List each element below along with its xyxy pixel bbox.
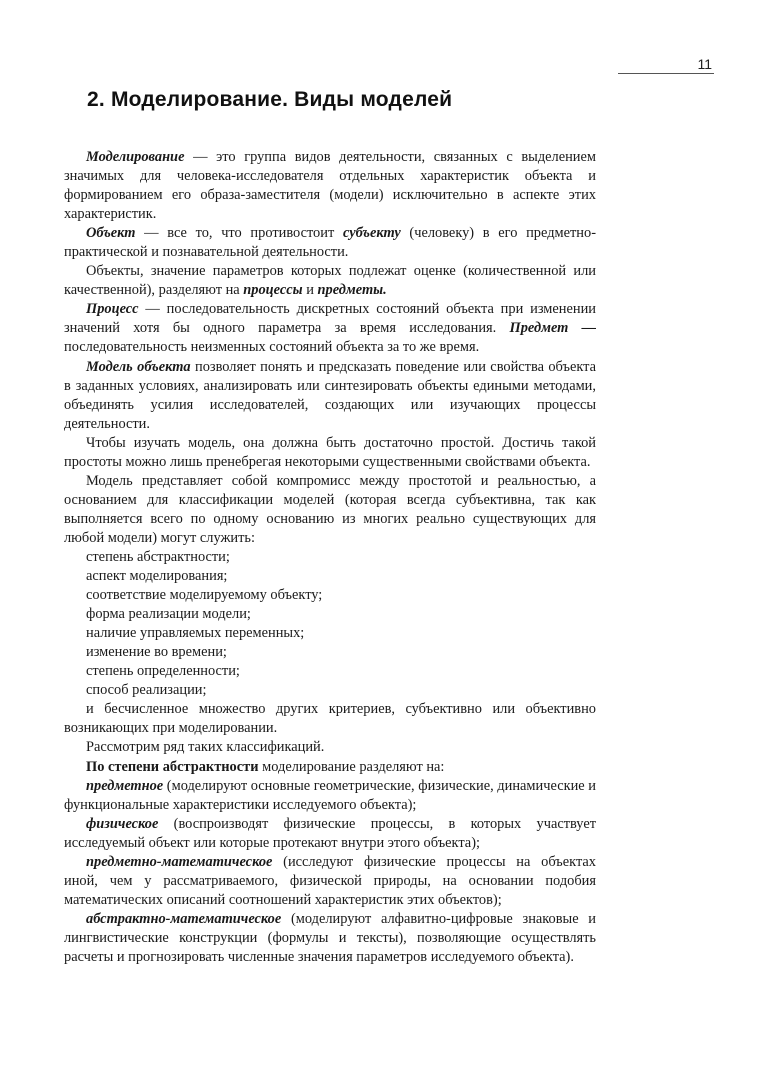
paragraph-object-definition: Объект — все то, что противостоит субъекту (человеку) в его предметно-практической и познавательной деятельности. xyxy=(64,225,596,261)
paragraph-consider: Рассмотрим ряд таких классификаций. xyxy=(86,739,325,756)
paragraph-subject-modeling: предметное (моделируют основные геометрические, физические, динамические и функциональные характеристики исследуемого объекта); xyxy=(64,777,596,813)
paragraph-abstract-math-modeling: абстрактно-математическое (моделируют алфавитно-цифровые знаковые и лингвистические конструкции (формулы и тексты), позволяющие осуществлять расчеты и прогнозировать численные значения параметров исследуемого объекта). xyxy=(64,910,596,965)
term: Моделирование xyxy=(86,149,185,165)
classification-criteria-list xyxy=(64,548,596,700)
list-item: наличие управляемых переменных; xyxy=(86,625,305,642)
chapter-title: 2. Моделирование. Виды моделей xyxy=(87,88,453,111)
paragraph-object-model: Модель объекта позволяет понять и предсказать поведение или свойства объекта в заданных условиях, анализировать или синтезировать объекты едиными методами, объединять усилия исследователей, создающих или изучающих процессы деятельности. xyxy=(64,358,596,432)
paragraph-process-definition: Процесс — последовательность дискретных состояний объекта при изменении значений хотя бы одного параметра за время исследования. Предмет — последовательность неизменных состояний объекта за то же время. xyxy=(64,301,596,356)
list-item: соответствие моделируемому объекту; xyxy=(86,587,323,604)
term: предметное xyxy=(86,777,164,794)
term: предметы. xyxy=(317,282,387,299)
body-text xyxy=(64,148,596,967)
paragraph-subject-math-modeling: предметно-математическое (исследуют физические процессы на объектах иной, чем у рассматриваемого, физической природы, на основании подобия математических описаний соотношений характеристик этих объектов); xyxy=(64,853,596,908)
paragraph-physical-modeling: физическое (воспроизводят физические процессы, в которых участвует исследуемый объект или которые протекают внутри этого объекта); xyxy=(64,815,596,851)
paragraph-other-criteria: и бесчисленное множество других критериев, субъективно или объективно возникающих при моделировании. xyxy=(64,701,596,737)
list-item: изменение во времени; xyxy=(86,644,227,661)
list-item: способ реализации; xyxy=(86,682,207,699)
header-rule xyxy=(618,73,714,74)
paragraph-simplicity: Чтобы изучать модель, она должна быть достаточно простой. Достичь такой простоты можно лишь пренебрегая некоторыми существенными свойствами объекта. xyxy=(64,434,596,470)
list-item: аспект моделирования; xyxy=(86,568,228,585)
list-item: форма реализации модели; xyxy=(86,606,251,623)
term: физическое xyxy=(86,815,159,832)
term: Предмет — xyxy=(509,320,596,337)
paragraph-abstraction-degree: По степени абстрактности моделирование разделяют на: xyxy=(86,758,445,775)
term: процессы xyxy=(243,282,303,299)
term: субъекту xyxy=(342,225,401,242)
paragraph-modeling-definition: Моделирование — это группа видов деятельности, связанных с выделением значимых для человека-исследователя отдельных характеристик объекта и формированием его образа-заместителя (модели) исключительно в аспекте этих характеристик. xyxy=(64,149,596,223)
page-number: 11 xyxy=(697,56,712,72)
list-item: степень определенности; xyxy=(86,663,240,680)
term: предметно-математическое xyxy=(86,853,273,870)
term: абстрактно-математическое xyxy=(86,910,282,927)
term: Процесс xyxy=(86,301,139,318)
paragraph-compromise: Модель представляет собой компромисс между простотой и реальностью, а основанием для классификации моделей (которая всегда субъективна, так как выполняется всего по одному основанию из многих реально существующих для любой модели) могут служить: xyxy=(64,472,596,546)
paragraph-objects-division: Объекты, значение параметров которых подлежат оценке (количественной или качественной), разделяют на процессы и предметы. xyxy=(64,263,596,299)
term: Объект xyxy=(86,225,136,242)
list-item: степень абстрактности; xyxy=(86,548,230,565)
term: По степени абстрактности xyxy=(86,758,259,775)
term: Модель объекта xyxy=(86,358,191,375)
